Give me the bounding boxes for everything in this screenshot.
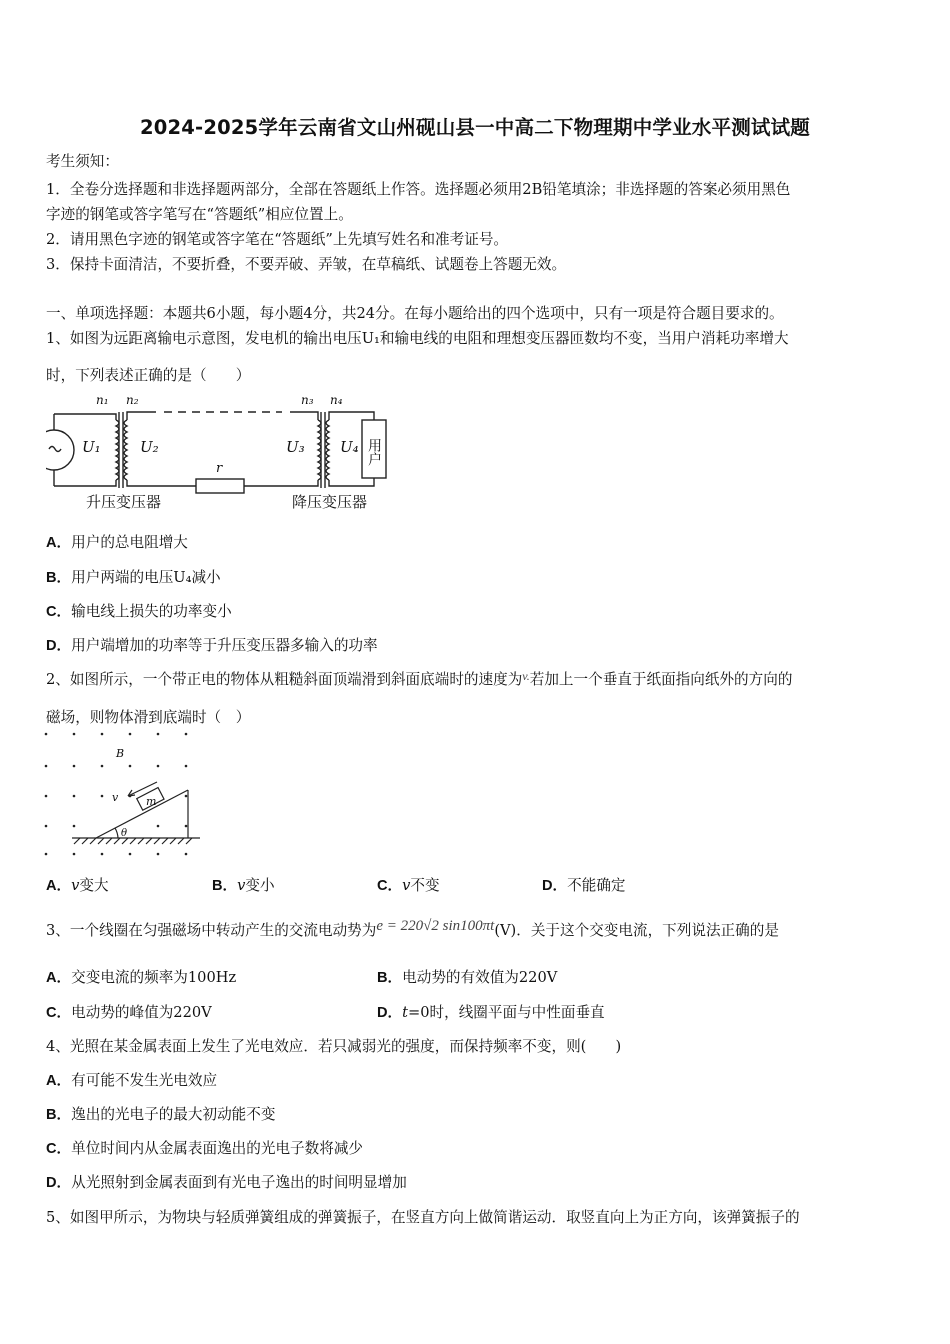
notice-item: 1．全卷分选择题和非选择题两部分，全部在答题纸上作答。选择题必须用2B铅笔填涂；非选择题的答案必须用黑色	[46, 181, 791, 198]
label-n2: n₂	[126, 393, 139, 407]
question-1-text: 1、如图为远距离输电示意图，发电机的输出电压U₁和输电线的电阻和理想变压器匝数均不变，当用户消耗功率增大	[46, 330, 789, 347]
notice-item: 字迹的钢笔或答字笔写在“答题纸”相应位置上。	[46, 206, 353, 223]
option-d: D．用户端增加的功率等于升压变压器多输入的功率	[46, 637, 378, 654]
question-4-text: 4、光照在某金属表面上发生了光电效应．若只减弱光的强度，而保持频率不变，则( )	[46, 1038, 622, 1055]
question-1-text: 时，下列表述正确的是（ ）	[46, 367, 251, 384]
label-m: m	[146, 795, 157, 808]
label-u4: U₄	[340, 438, 359, 456]
emf-formula: e = 220√2 sin100πt	[376, 918, 495, 934]
incline-diagram	[40, 728, 200, 863]
option-b: B．v变小	[212, 877, 275, 894]
question-2-text: 2、如图所示，一个带正电的物体从粗糙斜面顶端滑到斜面底端时的速度为$^{v.}$若加上一个垂直于纸面指向纸外的方向的	[46, 669, 793, 688]
question-3-text: 3、一个线圈在匀强磁场中转动产生的交流电动势为e = 220√2 sin100πt(V)．关于这个交变电流，下列说法正确的是	[46, 918, 779, 939]
option-a: A．用户的总电阻增大	[46, 534, 188, 551]
option-c: C．单位时间内从金属表面逸出的光电子数将减少	[46, 1140, 364, 1157]
label-v: v	[112, 791, 119, 804]
option-a: A．交变电流的频率为100Hz	[46, 969, 237, 986]
option-a: A．有可能不发生光电效应	[46, 1072, 218, 1089]
notice-item: 3．保持卡面清洁，不要折叠，不要弄破、弄皱，在草稿纸、试题卷上答题无效。	[46, 256, 567, 273]
label-r: r	[216, 461, 223, 476]
label-step-down: 降压变压器	[292, 493, 368, 511]
option-c: C．电动势的峰值为220V	[46, 1004, 212, 1021]
label-theta: θ	[121, 828, 128, 839]
label-step-up: 升压变压器	[86, 493, 162, 511]
section-heading: 一、单项选择题：本题共6小题，每小题4分，共24分。在每小题给出的四个选项中，只有一项是符合题目要求的。	[46, 305, 784, 322]
label-n4: n₄	[330, 393, 343, 407]
question-2-text: 磁场，则物体滑到底端时（ ）	[46, 709, 251, 726]
option-c: C．v不变	[377, 877, 440, 894]
label-user: 用户	[366, 438, 382, 466]
page-title: 2024-2025学年云南省文山州砚山县一中高二下物理期中学业水平测试试题	[139, 116, 811, 139]
option-d: D．从光照射到金属表面到有光电子逸出的时间明显增加	[46, 1174, 407, 1191]
option-b: B．用户两端的电压U₄减小	[46, 569, 221, 586]
notice-item: 2．请用黑色字迹的钢笔或答字笔在“答题纸”上先填写姓名和准考证号。	[46, 231, 509, 248]
notice-heading: 考生须知：	[46, 153, 119, 170]
label-u1: U₁	[82, 438, 101, 456]
label-b: B	[116, 747, 125, 760]
label-u3: U₃	[286, 438, 305, 456]
option-d: D．t=0时，线圈平面与中性面垂直	[377, 1004, 605, 1021]
label-n1: n₁	[96, 393, 109, 407]
option-a: A．v变大	[46, 877, 109, 894]
option-c: C．输电线上损失的功率变小	[46, 603, 232, 620]
option-d: D．不能确定	[542, 877, 626, 894]
label-n3: n₃	[301, 393, 314, 407]
transmission-diagram	[46, 392, 404, 514]
option-b: B．逸出的光电子的最大初动能不变	[46, 1106, 276, 1123]
label-u2: U₂	[140, 438, 159, 456]
question-5-text: 5、如图甲所示，为物块与轻质弹簧组成的弹簧振子，在竖直方向上做简谐运动．取竖直向上为正方向，该弹簧振子的	[46, 1209, 800, 1226]
option-b: B．电动势的有效值为220V	[377, 969, 558, 986]
